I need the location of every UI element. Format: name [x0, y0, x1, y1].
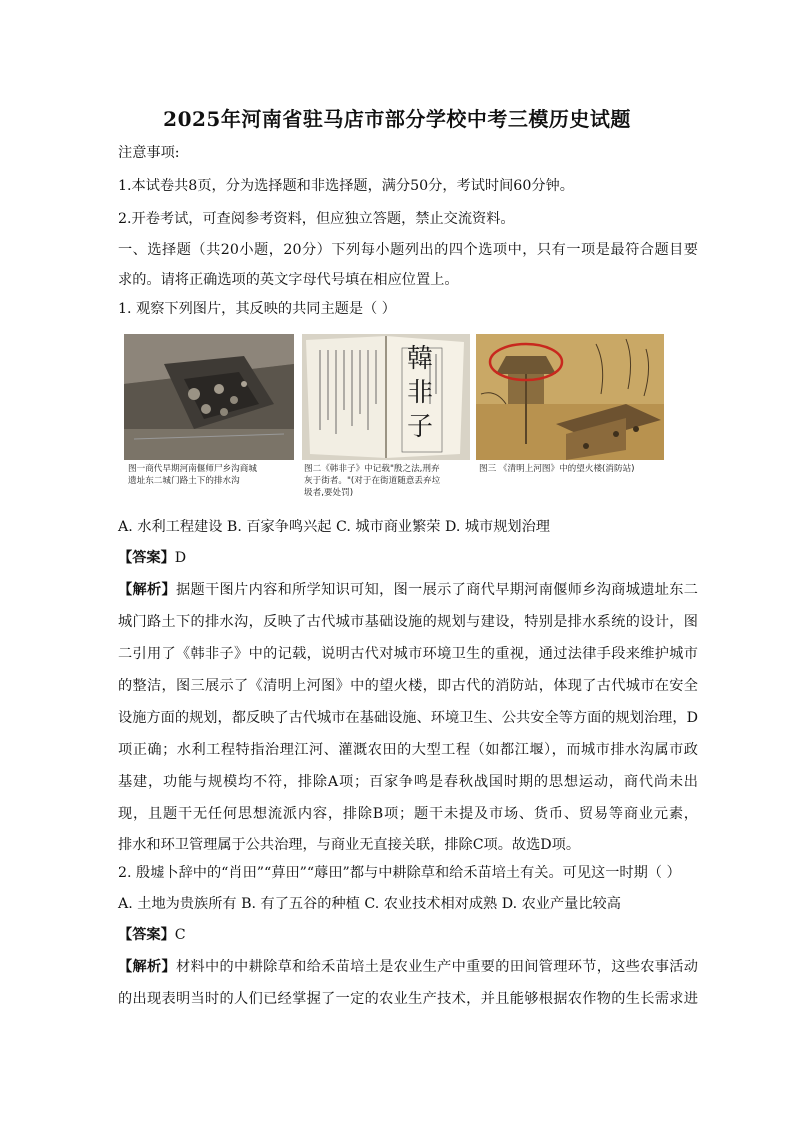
question-2-analysis-line: 的出现表明当时的人们已经掌握了一定的农业生产技术，并且能够根据农作物的生长需求进: [118, 991, 698, 1007]
figure-1-caption: 图一商代早期河南偃师尸乡沟商城 遗址东二城门路土下的排水沟: [128, 464, 257, 486]
ancient-book-photo-icon: [302, 334, 470, 460]
question-1-analysis-line: 排水和环卫管理属于公共治理，与商业无直接关联，排除C项。故选D项。: [118, 837, 581, 853]
page-title: 2025年河南省驻马店市部分学校中考三模历史试题: [163, 107, 631, 131]
question-1-analysis-line: 设施方面的规划，都反映了古代城市在基础设施、环境卫生、公共安全等方面的规划治理，D: [118, 710, 698, 726]
notice-item-1: 1.本试卷共8页，分为选择题和非选择题，满分50分，考试时间60分钟。: [118, 178, 574, 194]
question-1-analysis-line: 基建，功能与规模均不符，排除A项；百家争鸣是春秋战国时期的思想运动，商代尚未出: [118, 774, 698, 790]
notice-heading: 注意事项:: [118, 145, 180, 161]
question-2-stem: 2. 殷墟卜辞中的“肖田”“萛田”“蓐田”都与中耕除草和给禾苗培土有关。可见这一时期（ ）: [118, 865, 681, 881]
excavation-photo-icon: [124, 334, 294, 460]
figure-2-caption: 图二《韩非子》中记载"殷之法,刑弃 灰于街者。"(对于在街道随意丢弃垃 圾者,要处罚): [304, 464, 441, 498]
question-1-stem: 1. 观察下列图片，其反映的共同主题是（ ）: [118, 301, 396, 317]
qingming-painting-icon: [476, 334, 664, 460]
section-heading-line-1: 一、选择题（共20小题，20分）下列每小题列出的四个选项中，只有一项是最符合题目要: [118, 242, 698, 258]
section-heading-line-2: 求的。请将正确选项的英文字母代号填在相应位置上。: [118, 272, 459, 288]
question-1-answer: 【答案】D: [118, 550, 187, 566]
question-1-analysis-line: 项正确；水利工程特指治理江河、灌溉农田的大型工程（如都江堰），而城市排水沟属市政: [118, 742, 698, 758]
figure-3-caption: 图三 《清明上河图》中的望火楼(消防站): [479, 464, 635, 474]
question-1-analysis-line: 【解析】据题干图片内容和所学知识可知，图一展示了商代早期河南偃师乡沟商城遗址东二: [118, 582, 698, 598]
question-1-analysis-line: 二引用了《韩非子》中的记载，说明古代对城市环境卫生的重视，通过法律手段来维护城市: [118, 646, 698, 662]
question-1-options: A. 水利工程建设 B. 百家争鸣兴起 C. 城市商业繁荣 D. 城市规划治理: [118, 519, 550, 535]
question-2-answer: 【答案】C: [118, 927, 186, 943]
question-1-analysis-line: 的整洁，图三展示了《清明上河图》中的望火楼，即古代的消防站，体现了古代城市在安全: [118, 678, 698, 694]
question-2-options: A. 土地为贵族所有 B. 有了五谷的种植 C. 农业技术相对成熟 D. 农业产量比较高: [118, 896, 621, 912]
question-2-analysis-line: 【解析】材料中的中耕除草和给禾苗培土是农业生产中重要的田间管理环节，这些农事活动: [118, 959, 698, 975]
book-title-glyphs: 韓非子: [406, 344, 433, 442]
notice-item-2: 2.开卷考试，可查阅参考资料，但应独立答题，禁止交流资料。: [118, 211, 515, 227]
question-1-analysis-line: 城门路土下的排水沟，反映了古代城市基础设施的规划与建设，特别是排水系统的设计，图: [118, 614, 698, 630]
question-1-analysis-line: 现，且题干无任何思想流派内容，排除B项；题干未提及市场、货币、贸易等商业元素，: [118, 806, 698, 822]
